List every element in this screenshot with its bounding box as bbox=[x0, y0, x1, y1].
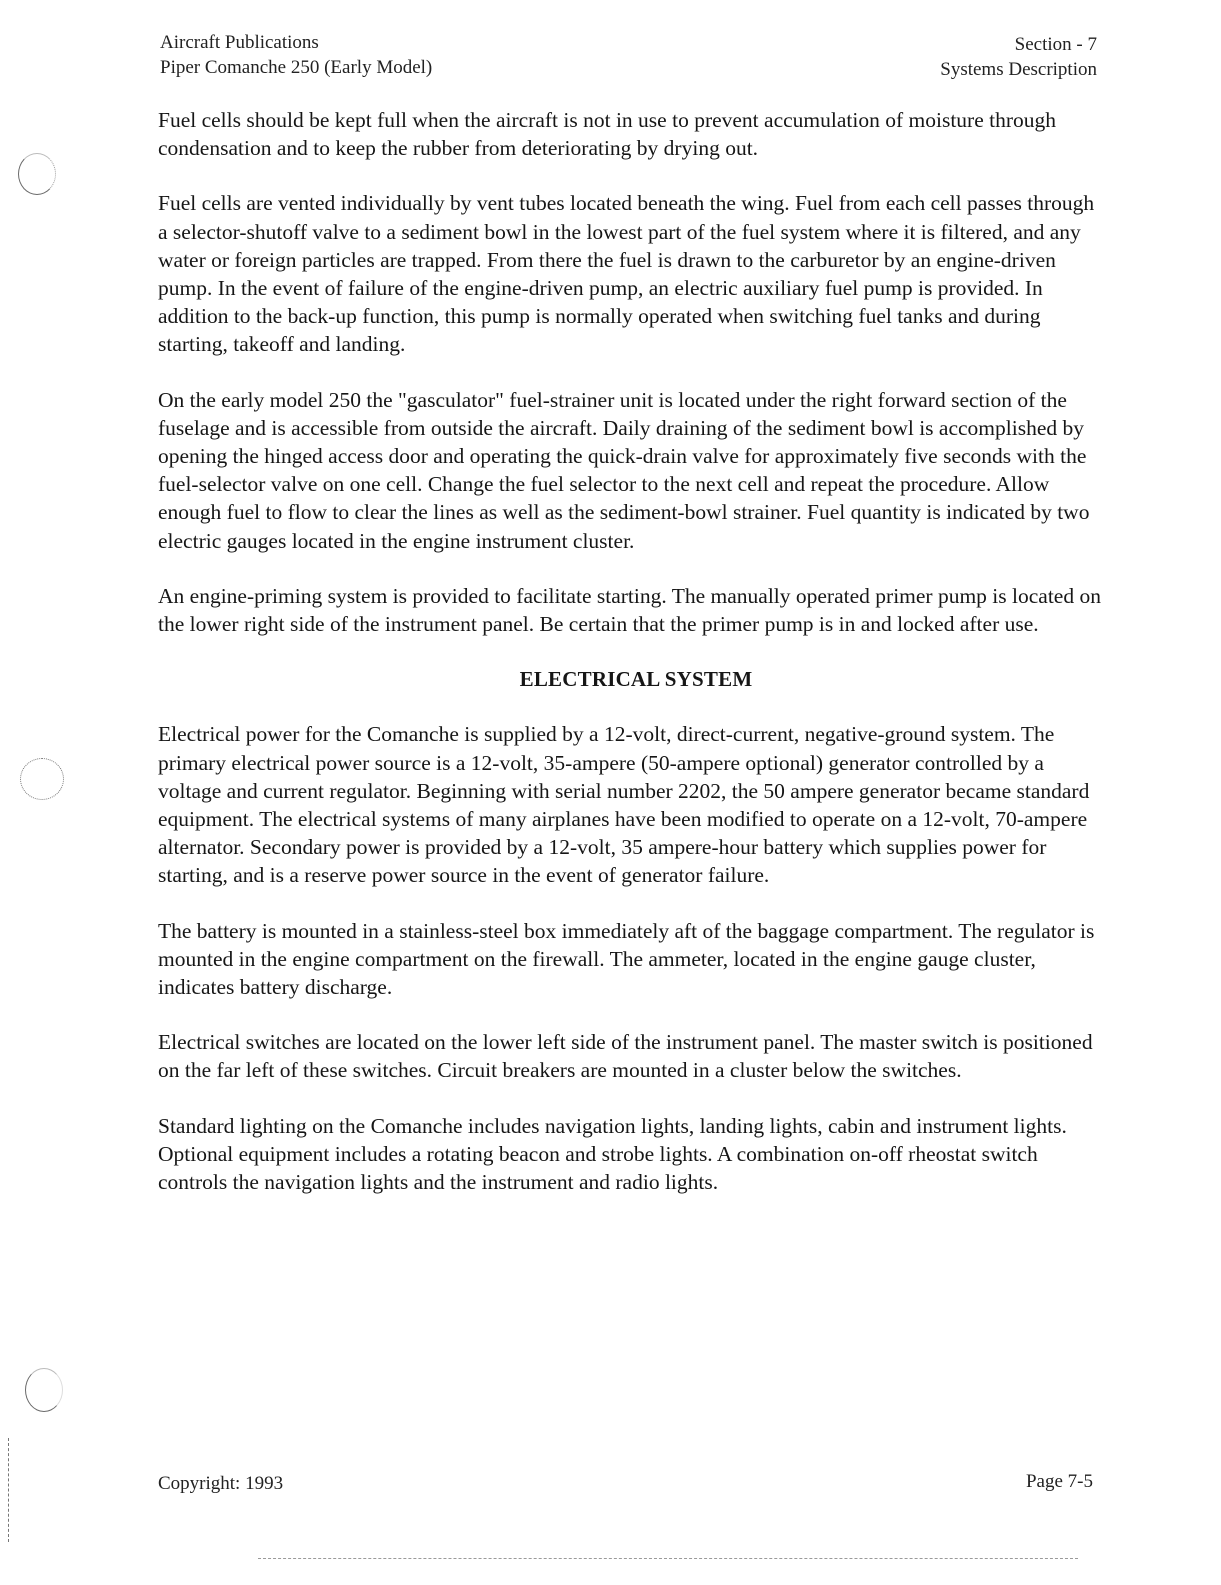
punch-hole-bottom bbox=[25, 1368, 63, 1412]
paragraph-switches: Electrical switches are located on the lower left side of the instrument panel. The master switch is positioned on the far left of these switches. Circuit breakers are mounted in a cluster below the switches. bbox=[158, 1030, 1093, 1083]
footer-copyright: Copyright: 1993 bbox=[158, 1473, 284, 1494]
aircraft-model: Piper Comanche 250 (Early Model) bbox=[160, 57, 433, 78]
section-title: Systems Description bbox=[940, 59, 1097, 80]
paragraph-gasculator: On the early model 250 the "gasculator" fuel-strainer unit is located under the right forward section of the fuselage and is accessible from outside the aircraft. Daily draining of the sediment bowl is accomplished by opening the hinged access door and operating the quick-drain valve for approximately five seconds with the fuel-selector valve on one cell. Change the fuel selector to the next cell and repeat the procedure. Allow enough fuel to flow to clear the lines as well as the sediment-bowl strainer. Fuel quantity is indicated by two electric gauges located in the engine instrument cluster. bbox=[158, 387, 1090, 553]
punch-hole-top bbox=[18, 153, 56, 195]
body-content bbox=[158, 106, 1108, 1223]
paragraph-battery: The battery is mounted in a stainless-steel box immediately aft of the baggage compartment. The regulator is mounted in the engine compartment on the firewall. The ammeter, located in the engine gauge cluster, indicates battery discharge. bbox=[158, 918, 1095, 1000]
publisher-name: Aircraft Publications bbox=[160, 32, 319, 53]
section-number: Section - 7 bbox=[1014, 34, 1097, 55]
section-heading: ELECTRICAL SYSTEM bbox=[519, 667, 753, 692]
scan-bottom-artifact bbox=[258, 1558, 1078, 1559]
footer-page-number: Page 7-5 bbox=[1025, 1471, 1093, 1492]
punch-hole-middle bbox=[20, 758, 64, 800]
header-publisher bbox=[160, 30, 432, 80]
paragraph-fuel-venting: Fuel cells are vented individually by vent tubes located beneath the wing. Fuel from each cell passes through a selector-shutoff valve to a sediment bowl in the lowest part of the fuel system where it is filtered, and any water or foreign particles are trapped. From there the fuel is drawn to the carburetor by an engine-driven pump. In the event of failure of the engine-driven pump, an electric auxiliary fuel pump is provided. In addition to the back-up function, this pump is normally operated when switching fuel tanks and during starting, takeoff and landing. bbox=[158, 191, 1095, 357]
scan-edge-mark bbox=[8, 1438, 9, 1542]
header-section bbox=[940, 32, 1097, 82]
paragraph-lighting: Standard lighting on the Comanche includes navigation lights, landing lights, cabin and instrument lights. Optional equipment includes a rotating beacon and strobe lights. A combination on-off rheostat switch controls the navigation lights and the instrument and radio lights. bbox=[158, 1113, 1067, 1195]
paragraph-priming-system: An engine-priming system is provided to facilitate starting. The manually operated primer pump is located on the lower right side of the instrument panel. Be certain that the primer pump is in and locked after use. bbox=[158, 583, 1101, 637]
paragraph-electrical-power: Electrical power for the Comanche is supplied by a 12-volt, direct-current, negative-ground system. The primary electrical power source is a 12-volt, 35-ampere (50-ampere optional) generator controlled by a voltage and current regulator. Beginning with serial number 2202, the 50 ampere generator became standard equipment. The electrical systems of many airplanes have been modified to operate on a 12-volt, 70-ampere alternator. Secondary power is provided by a 12-volt, 35 ampere-hour battery which supplies power for starting, and is a reserve power source in the event of generator failure. bbox=[158, 722, 1090, 888]
paragraph-fuel-cells-full: Fuel cells should be kept full when the aircraft is not in use to prevent accumulation of moisture through condensation and to keep the rubber from deteriorating by drying out. bbox=[158, 108, 1057, 161]
